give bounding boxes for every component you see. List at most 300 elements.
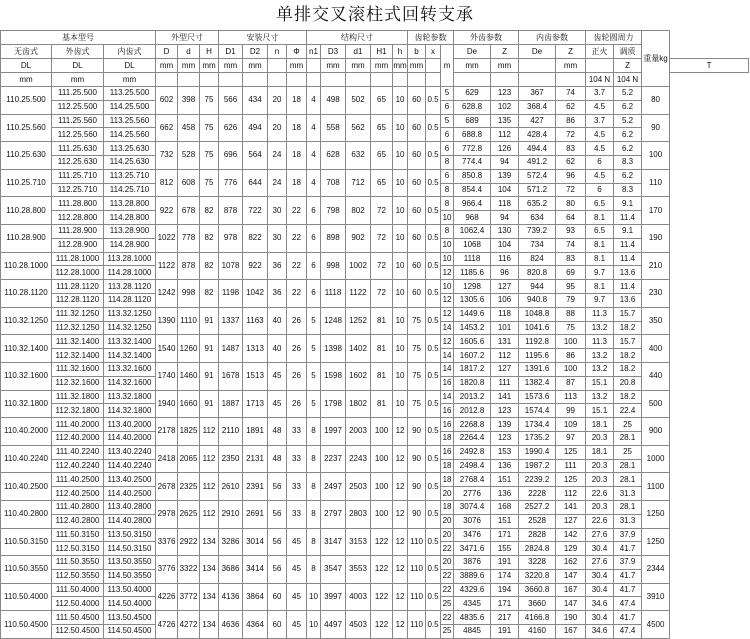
external-z: 191 — [491, 625, 519, 639]
internal-de: 368.4 — [519, 100, 556, 114]
force-tempered: 25 — [614, 445, 642, 459]
external-de: 2492.8 — [454, 445, 491, 459]
header-gear-force: 齿轮圆周力 — [586, 31, 642, 45]
internal-z: 147 — [556, 597, 586, 611]
header-unit: mm — [1, 73, 52, 87]
model-external: 111.32.1800 — [52, 390, 104, 404]
module-m: 6 — [441, 128, 454, 142]
force-normalized: 4.5 — [586, 128, 614, 142]
dim-H1: 100 — [371, 418, 393, 446]
internal-z: 95 — [556, 280, 586, 294]
internal-de: 2239.2 — [519, 473, 556, 487]
module-m: 16 — [441, 376, 454, 390]
module-m: 20 — [441, 514, 454, 528]
force-normalized: 6 — [586, 183, 614, 197]
dim-D: 662 — [156, 114, 178, 142]
internal-de: 944 — [519, 280, 556, 294]
internal-de: 3660 — [519, 597, 556, 611]
model-internal: 113.25.630 — [104, 142, 156, 156]
dim-h: 10 — [393, 390, 408, 418]
internal-de: 2228 — [519, 487, 556, 501]
external-z: 191 — [491, 556, 519, 570]
model-plain: 110.28.800 — [1, 197, 52, 225]
dim-d1: 712 — [346, 169, 371, 197]
table-row — [1, 169, 749, 183]
module-m: 5 — [441, 114, 454, 128]
weight: 230 — [642, 280, 670, 308]
dim-phi: 22 — [287, 197, 307, 225]
force-normalized: 8.1 — [586, 211, 614, 225]
dim-D2: 722 — [243, 197, 268, 225]
force-normalized: 3.7 — [586, 87, 614, 101]
dim-D1: 4136 — [219, 583, 243, 611]
internal-de: 2828 — [519, 528, 556, 542]
header-blank — [156, 73, 178, 87]
external-de: 850.8 — [454, 169, 491, 183]
header-outline-size: 外型尺寸 — [156, 31, 219, 45]
dim-H: 82 — [200, 280, 219, 308]
force-tempered: 22.4 — [614, 404, 642, 418]
table-row — [1, 142, 749, 156]
weight: 1000 — [642, 445, 670, 473]
force-normalized: 8.1 — [586, 238, 614, 252]
dim-d1: 2503 — [346, 473, 371, 501]
model-internal: 113.25.500 — [104, 87, 156, 101]
dim-h: 10 — [393, 335, 408, 363]
header-unit — [268, 59, 287, 73]
force-tempered: 6.2 — [614, 142, 642, 156]
external-de: 2768.4 — [454, 473, 491, 487]
model-external: 112.25.710 — [52, 183, 104, 197]
weight: 4500 — [642, 611, 670, 639]
dim-H1: 65 — [371, 169, 393, 197]
external-z: 123 — [491, 87, 519, 101]
external-z: 135 — [491, 114, 519, 128]
external-z: 171 — [491, 597, 519, 611]
internal-z: 62 — [556, 155, 586, 169]
dim-D2: 2391 — [243, 473, 268, 501]
force-tempered: 31.3 — [614, 514, 642, 528]
internal-de: 427 — [519, 114, 556, 128]
dim-d1: 4003 — [346, 583, 371, 611]
dim-h: 12 — [393, 500, 408, 528]
model-internal: 114.40.2240 — [104, 459, 156, 473]
header-unit: mm — [156, 59, 178, 73]
dim-b: 60 — [408, 114, 426, 142]
model-plain: 110.32.1250 — [1, 307, 52, 335]
header-basic-model: 基本型号 — [1, 31, 156, 45]
dim-D: 4726 — [156, 611, 178, 639]
dim-h: 10 — [393, 280, 408, 308]
dim-d: 998 — [178, 280, 200, 308]
force-tempered: 6.2 — [614, 100, 642, 114]
dim-D2: 1042 — [243, 280, 268, 308]
dim-D2: 822 — [243, 224, 268, 252]
header-col: H — [200, 45, 219, 59]
force-normalized: 30.4 — [586, 611, 614, 625]
force-tempered: 9.1 — [614, 197, 642, 211]
internal-de: 1735.2 — [519, 431, 556, 445]
model-plain: 110.28.1000 — [1, 252, 52, 280]
module-m: 12 — [441, 307, 454, 321]
header-blank — [268, 73, 287, 87]
dim-d: 3772 — [178, 583, 200, 611]
force-tempered: 18.2 — [614, 321, 642, 335]
force-normalized: 9.7 — [586, 266, 614, 280]
model-internal: 114.50.3150 — [104, 542, 156, 556]
dim-d1: 3553 — [346, 556, 371, 584]
force-normalized: 6.5 — [586, 197, 614, 211]
internal-z: 111 — [556, 459, 586, 473]
model-plain: 110.32.1600 — [1, 362, 52, 390]
dim-n1: 6 — [307, 197, 321, 225]
force-normalized: 18.1 — [586, 418, 614, 432]
table-row — [1, 280, 749, 294]
dim-D3: 708 — [321, 169, 346, 197]
model-internal: 113.28.800 — [104, 197, 156, 211]
header-col: 内齿式 — [104, 45, 156, 59]
dim-phi: 26 — [287, 335, 307, 363]
force-tempered: 41.7 — [614, 611, 642, 625]
dim-H1: 81 — [371, 390, 393, 418]
internal-z: 162 — [556, 556, 586, 570]
internal-z: 99 — [556, 404, 586, 418]
dim-d1: 4503 — [346, 611, 371, 639]
external-de: 688.8 — [454, 128, 491, 142]
external-de: 629 — [454, 87, 491, 101]
dim-H1: 81 — [371, 335, 393, 363]
external-z: 130 — [491, 224, 519, 238]
dim-D: 2178 — [156, 418, 178, 446]
model-internal: 114.32.1400 — [104, 349, 156, 363]
dim-n1: 8 — [307, 473, 321, 501]
weight: 110 — [642, 169, 670, 197]
dim-b: 110 — [408, 528, 426, 556]
dim-n: 48 — [268, 418, 287, 446]
external-de: 1449.6 — [454, 307, 491, 321]
weight: 900 — [642, 418, 670, 446]
force-tempered: 47.4 — [614, 597, 642, 611]
internal-z: 62 — [556, 100, 586, 114]
dim-D: 3376 — [156, 528, 178, 556]
module-m: 10 — [441, 238, 454, 252]
model-external: 112.32.1800 — [52, 404, 104, 418]
dim-d: 2625 — [178, 500, 200, 528]
model-external: 111.25.560 — [52, 114, 104, 128]
dim-x: 0.5 — [426, 362, 441, 390]
model-plain: 110.40.2800 — [1, 500, 52, 528]
model-external: 111.40.2800 — [52, 500, 104, 514]
header-external-gear: 外齿参数 — [454, 31, 519, 45]
external-de: 966.4 — [454, 197, 491, 211]
model-external: 112.50.4000 — [52, 597, 104, 611]
dim-phi: 45 — [287, 583, 307, 611]
model-external: 111.32.1250 — [52, 307, 104, 321]
force-tempered: 8.3 — [614, 155, 642, 169]
internal-z: 97 — [556, 431, 586, 445]
dim-D: 1122 — [156, 252, 178, 280]
force-tempered: 37.9 — [614, 528, 642, 542]
dim-b: 75 — [408, 307, 426, 335]
dim-D1: 878 — [219, 197, 243, 225]
external-z: 106 — [491, 293, 519, 307]
header-unit — [519, 59, 556, 73]
dim-x: 0.5 — [426, 280, 441, 308]
table-row — [1, 335, 749, 349]
dim-d: 1825 — [178, 418, 200, 446]
dim-H: 112 — [200, 500, 219, 528]
external-de: 1607.2 — [454, 349, 491, 363]
internal-de: 1041.6 — [519, 321, 556, 335]
header-col: 外齿式 — [52, 45, 104, 59]
force-normalized: 6.5 — [586, 224, 614, 238]
external-de: 628.8 — [454, 100, 491, 114]
dim-H1: 122 — [371, 611, 393, 639]
dim-n1: 6 — [307, 224, 321, 252]
weight: 3910 — [642, 583, 670, 611]
dim-x: 0.5 — [426, 114, 441, 142]
internal-de: 1573.6 — [519, 390, 556, 404]
internal-de: 1192.8 — [519, 335, 556, 349]
dim-H1: 65 — [371, 142, 393, 170]
dim-n: 56 — [268, 528, 287, 556]
dim-H1: 72 — [371, 280, 393, 308]
dim-phi: 33 — [287, 500, 307, 528]
module-m: 10 — [441, 280, 454, 294]
weight: 440 — [642, 362, 670, 390]
force-normalized: 18.1 — [586, 445, 614, 459]
table-row — [1, 556, 749, 570]
module-m: 12 — [441, 293, 454, 307]
header-install-size: 安装尺寸 — [219, 31, 307, 45]
dim-h: 12 — [393, 445, 408, 473]
force-tempered: 5.2 — [614, 114, 642, 128]
external-de: 854.4 — [454, 183, 491, 197]
model-external: 112.50.3150 — [52, 542, 104, 556]
dim-d: 778 — [178, 224, 200, 252]
dim-H1: 122 — [371, 583, 393, 611]
module-m: 18 — [441, 473, 454, 487]
dim-n1: 4 — [307, 169, 321, 197]
internal-de: 1391.6 — [519, 362, 556, 376]
model-external: 112.25.560 — [52, 128, 104, 142]
external-z: 217 — [491, 611, 519, 625]
internal-z: 72 — [556, 183, 586, 197]
dim-x: 0.5 — [426, 142, 441, 170]
external-de: 2776 — [454, 487, 491, 501]
dim-D: 812 — [156, 169, 178, 197]
dim-H: 75 — [200, 169, 219, 197]
header-col: De — [454, 45, 491, 59]
force-tempered: 6.2 — [614, 128, 642, 142]
model-internal: 113.32.1600 — [104, 362, 156, 376]
table-row — [1, 611, 749, 625]
dim-D: 3776 — [156, 556, 178, 584]
module-m: 18 — [441, 431, 454, 445]
external-de: 3889.6 — [454, 569, 491, 583]
dim-H: 134 — [200, 556, 219, 584]
force-normalized: 20.3 — [586, 431, 614, 445]
dim-D3: 4497 — [321, 611, 346, 639]
model-external: 112.40.2240 — [52, 459, 104, 473]
internal-z: 100 — [556, 335, 586, 349]
module-m: 6 — [441, 100, 454, 114]
weight: 170 — [642, 197, 670, 225]
model-internal: 113.28.1000 — [104, 252, 156, 266]
weight: 350 — [642, 307, 670, 335]
dim-D2: 3014 — [243, 528, 268, 556]
internal-de: 1382.4 — [519, 376, 556, 390]
table-row — [1, 473, 749, 487]
dim-n1: 5 — [307, 307, 321, 335]
internal-de: 3660.8 — [519, 583, 556, 597]
header-unit: T — [670, 59, 749, 73]
dim-D1: 1487 — [219, 335, 243, 363]
external-de: 689 — [454, 114, 491, 128]
dim-D3: 498 — [321, 87, 346, 115]
table-row — [1, 445, 749, 459]
module-m: 16 — [441, 445, 454, 459]
dim-b: 90 — [408, 500, 426, 528]
model-internal: 113.50.3550 — [104, 556, 156, 570]
dim-d1: 3153 — [346, 528, 371, 556]
model-external: 111.40.2240 — [52, 445, 104, 459]
model-external: 111.28.800 — [52, 197, 104, 211]
force-tempered: 15.7 — [614, 307, 642, 321]
dim-h: 10 — [393, 252, 408, 280]
force-normalized: 4.5 — [586, 100, 614, 114]
header-unit: mm — [200, 59, 219, 73]
dim-x: 0.5 — [426, 418, 441, 446]
model-external: 111.50.4500 — [52, 611, 104, 625]
dim-n1: 5 — [307, 390, 321, 418]
dim-D3: 628 — [321, 142, 346, 170]
dim-n: 36 — [268, 252, 287, 280]
dim-H: 134 — [200, 528, 219, 556]
dim-D2: 2131 — [243, 445, 268, 473]
dim-D3: 3997 — [321, 583, 346, 611]
internal-z: 113 — [556, 390, 586, 404]
model-external: 112.28.1000 — [52, 266, 104, 280]
dim-h: 10 — [393, 307, 408, 335]
force-normalized: 27.6 — [586, 528, 614, 542]
model-external: 111.28.1120 — [52, 280, 104, 294]
external-z: 101 — [491, 321, 519, 335]
internal-z: 109 — [556, 418, 586, 432]
dim-n1: 4 — [307, 87, 321, 115]
dim-D2: 564 — [243, 142, 268, 170]
dim-n: 30 — [268, 197, 287, 225]
header-blank — [287, 73, 307, 87]
model-external: 111.25.630 — [52, 142, 104, 156]
dim-D1: 1337 — [219, 307, 243, 335]
dim-D2: 4364 — [243, 611, 268, 639]
model-external: 112.32.1250 — [52, 321, 104, 335]
dim-H1: 100 — [371, 500, 393, 528]
external-de: 1605.6 — [454, 335, 491, 349]
external-de: 1817.2 — [454, 362, 491, 376]
model-plain: 110.40.2500 — [1, 473, 52, 501]
dim-n: 40 — [268, 307, 287, 335]
module-m: 20 — [441, 556, 454, 570]
force-normalized: 22.6 — [586, 487, 614, 501]
model-internal: 114.40.2500 — [104, 487, 156, 501]
dim-D: 602 — [156, 87, 178, 115]
dim-D3: 3547 — [321, 556, 346, 584]
model-external: 111.28.900 — [52, 224, 104, 238]
dim-phi: 18 — [287, 87, 307, 115]
dim-phi: 33 — [287, 445, 307, 473]
external-z: 116 — [491, 252, 519, 266]
internal-de: 3220.8 — [519, 569, 556, 583]
force-normalized: 30.4 — [586, 569, 614, 583]
force-normalized: 15.1 — [586, 376, 614, 390]
dim-phi: 45 — [287, 556, 307, 584]
dim-n1: 10 — [307, 583, 321, 611]
external-z: 123 — [491, 404, 519, 418]
external-de: 3471.6 — [454, 542, 491, 556]
dim-D1: 566 — [219, 87, 243, 115]
dim-H: 91 — [200, 307, 219, 335]
table-row — [1, 500, 749, 514]
dim-b: 60 — [408, 87, 426, 115]
internal-z: 75 — [556, 321, 586, 335]
model-internal: 113.50.4000 — [104, 583, 156, 597]
header-unit: 104 N — [614, 73, 642, 87]
external-z: 153 — [491, 445, 519, 459]
header-col: d1 — [346, 45, 371, 59]
header-blank — [556, 73, 586, 87]
model-plain: 110.40.2000 — [1, 418, 52, 446]
dim-h: 10 — [393, 197, 408, 225]
force-normalized: 11.3 — [586, 335, 614, 349]
force-tempered: 28.1 — [614, 500, 642, 514]
dim-x: 0.5 — [426, 556, 441, 584]
external-z: 139 — [491, 169, 519, 183]
header-blank — [491, 73, 519, 87]
module-m: 22 — [441, 583, 454, 597]
header-blank — [371, 73, 393, 87]
header-blank — [200, 73, 219, 87]
dim-D1: 776 — [219, 169, 243, 197]
model-internal: 114.28.1000 — [104, 266, 156, 280]
external-de: 4329.6 — [454, 583, 491, 597]
external-z: 155 — [491, 542, 519, 556]
internal-de: 1048.8 — [519, 307, 556, 321]
force-tempered: 18.2 — [614, 390, 642, 404]
dim-D3: 2497 — [321, 473, 346, 501]
dim-D: 2978 — [156, 500, 178, 528]
dim-H: 91 — [200, 335, 219, 363]
dim-x: 0.5 — [426, 390, 441, 418]
dim-phi: 22 — [287, 224, 307, 252]
model-internal: 113.40.2000 — [104, 418, 156, 432]
internal-z: 80 — [556, 197, 586, 211]
model-external: 111.25.500 — [52, 87, 104, 101]
header-col: m — [441, 45, 454, 87]
header-col: Z — [556, 45, 586, 59]
internal-de: 1990.4 — [519, 445, 556, 459]
dim-b: 90 — [408, 473, 426, 501]
dim-n: 56 — [268, 556, 287, 584]
header-col: H1 — [371, 45, 393, 59]
internal-de: 572.4 — [519, 169, 556, 183]
internal-z: 74 — [556, 238, 586, 252]
model-plain: 110.28.1120 — [1, 280, 52, 308]
external-z: 102 — [491, 100, 519, 114]
dim-n1: 5 — [307, 335, 321, 363]
dim-D2: 1163 — [243, 307, 268, 335]
